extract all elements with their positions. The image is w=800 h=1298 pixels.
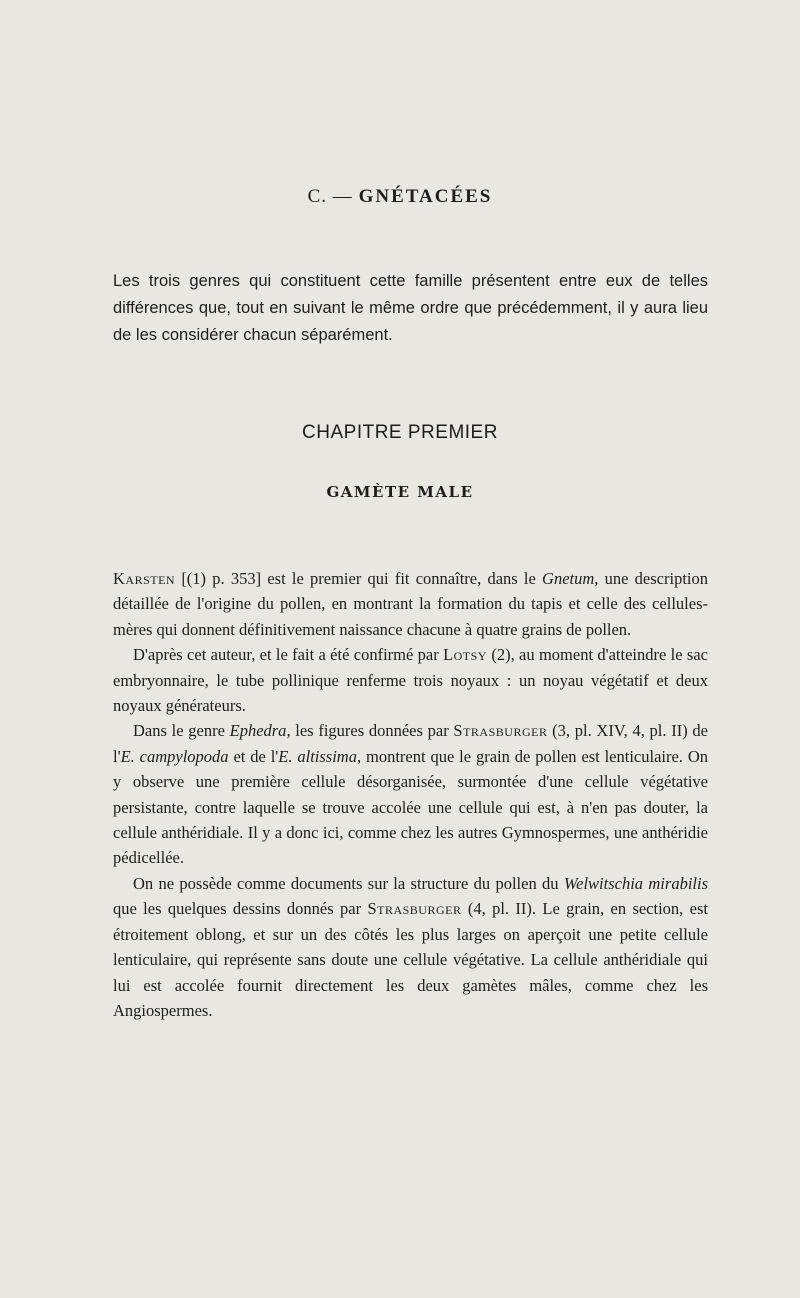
paragraph-text: (2), au moment d'atteindre le sac embryonnaire, le tube pollinique renferme trois noyaux : un noyau végétatif et deux noyaux générateurs. (113, 645, 708, 716)
paragraph-text: , une description détaillée de l'origine du pollen, en montrant la formation du tapis et celle des cellules-mères qui donnent définitivement naissance chacune à quatre grains de pollen. (113, 569, 709, 639)
section-prefix: C. — (307, 186, 353, 207)
paragraph-text: Dans le genre (133, 721, 230, 741)
chapter-title: CHAPITRE PREMIER (302, 422, 498, 443)
section-title (0, 186, 800, 208)
species-name: E. altissima (278, 746, 357, 766)
paragraph-text: (4, pl. II). Le grain, en section, est étroitement oblong, et sur un des côtés les plus larges on aperçoit une petite cellule lenticulaire, qui représente sans doute une cellule végétative. La cellule anthéridiale qui lui est accolée fournit directement les deux gamètes mâles, comme chez les Angiospermes. (113, 899, 708, 1020)
author-name: Lotsy (443, 645, 487, 665)
paragraph-text: , les figures données par (286, 721, 454, 741)
body-text (113, 566, 708, 1023)
species-name: E. campylopoda (120, 746, 229, 766)
author-name: Strasburger (453, 721, 548, 741)
subheading: GAMÈTE MALE (326, 483, 474, 501)
species-name: Welwitschia mirabilis (563, 873, 708, 893)
author-name: Karsten (113, 569, 176, 588)
genus-name: Ephedra (229, 721, 287, 741)
paragraph-text: On ne possède comme documents sur la structure du pollen du (133, 873, 564, 893)
author-name: Strasburger (367, 899, 462, 919)
genus-name: Gnetum (542, 569, 595, 588)
paragraph-text: , montrent que le grain de pollen est lenticulaire. On y observe une première cellule désorganisée, surmontée d'une cellule végétative persistante, contre laquelle se trouve accolée une cellule qui est, à n'en pas douter, la cellule anthéridiale. Il y a donc ici, comme chez les autres Gymnospermes, une anthéridie pédicellée. (113, 746, 708, 868)
intro-paragraph: Les trois genres qui constituent cette famille présentent entre eux de telles différences que, tout en suivant le même ordre que précédemment, il y aura lieu de les considérer chacun séparément. (113, 272, 708, 344)
paragraph-4 (113, 871, 708, 1023)
paragraph-text: et de l' (228, 746, 279, 766)
paragraph-text: D'après cet auteur, et le fait a été confirmé par (133, 645, 444, 665)
paragraph-3 (113, 718, 708, 870)
paragraph-text: (3, pl. XIV, 4, pl. II) de l' (113, 721, 708, 766)
paragraph-1 (113, 566, 708, 642)
paragraph-text: [(1) p. 353] est le premier qui fit connaître, dans le (175, 569, 543, 588)
paragraph-text: que les quelques dessins donnés par (113, 899, 368, 919)
section-name: GNÉTACÉES (358, 186, 493, 207)
paragraph-2 (113, 642, 708, 718)
